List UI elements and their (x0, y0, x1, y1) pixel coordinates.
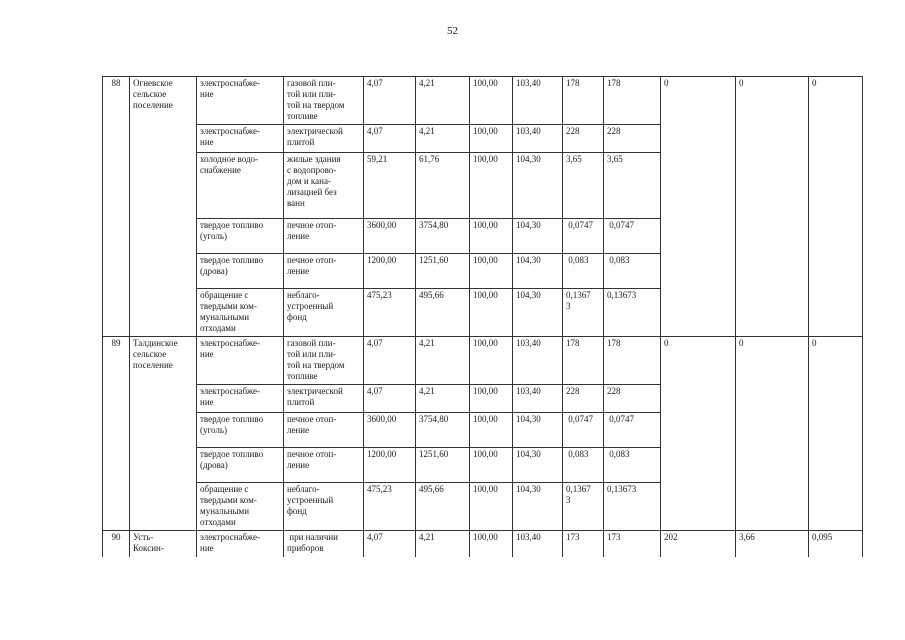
row-number-cell: 88 (103, 77, 130, 337)
percent-1-cell: 100,00 (470, 337, 513, 385)
norm-1-cell: 178 (563, 77, 604, 125)
consumer-type-cell: неблаго- устроенный фонд (284, 289, 364, 337)
service-cell: холодное водо- снабжение (197, 153, 284, 219)
extra-2-cell: 0 (736, 77, 809, 337)
service-cell: электроснабже- ние (197, 125, 284, 153)
consumer-type-cell: электрической плитой (284, 125, 364, 153)
norm-1-cell: 228 (563, 385, 604, 413)
norm-2-cell: 0,13673 (604, 289, 661, 337)
value-2-cell: 495,66 (416, 483, 470, 531)
service-cell: твердое топливо (уголь) (197, 219, 284, 254)
value-1-cell: 4,07 (364, 337, 416, 385)
value-2-cell: 495,66 (416, 289, 470, 337)
service-cell: обращение с твердыми ком- мунальными отходами (197, 483, 284, 531)
row-number-cell: 89 (103, 337, 130, 531)
service-cell: электроснабже- ние (197, 77, 284, 125)
value-2-cell: 4,21 (416, 531, 470, 557)
percent-2-cell: 103,40 (513, 337, 563, 385)
norm-1-cell: 0,1367 3 (563, 289, 604, 337)
table-row (103, 531, 863, 557)
extra-3-cell: 0 (809, 77, 863, 337)
consumer-type-cell: электрической плитой (284, 385, 364, 413)
norm-2-cell: 0,13673 (604, 483, 661, 531)
extra-3-cell: 0 (809, 337, 863, 531)
percent-2-cell: 104,30 (513, 413, 563, 448)
norm-2-cell: 228 (604, 385, 661, 413)
percent-2-cell: 104,30 (513, 254, 563, 289)
value-2-cell: 4,21 (416, 337, 470, 385)
value-1-cell: 475,23 (364, 289, 416, 337)
norm-2-cell: 0,0747 (604, 413, 661, 448)
consumer-type-cell: газовой пли- той или пли- той на твердом топливе (284, 337, 364, 385)
value-1-cell: 1200,00 (364, 254, 416, 289)
norm-1-cell: 173 (563, 531, 604, 557)
extra-2-cell: 0 (736, 337, 809, 531)
consumer-type-cell: неблаго- устроенный фонд (284, 483, 364, 531)
percent-2-cell: 104,30 (513, 153, 563, 219)
consumer-type-cell: газовой пли- той или пли- той на твердом топливе (284, 77, 364, 125)
service-cell: электроснабже- ние (197, 337, 284, 385)
percent-1-cell: 100,00 (470, 254, 513, 289)
norm-1-cell: 228 (563, 125, 604, 153)
norm-1-cell: 0,0747 (563, 413, 604, 448)
value-2-cell: 61,76 (416, 153, 470, 219)
norm-2-cell: 3,65 (604, 153, 661, 219)
service-cell: твердое топливо (дрова) (197, 254, 284, 289)
percent-2-cell: 103,40 (513, 531, 563, 557)
percent-1-cell: 100,00 (470, 531, 513, 557)
norm-2-cell: 178 (604, 337, 661, 385)
value-2-cell: 1251,60 (416, 448, 470, 483)
percent-1-cell: 100,00 (470, 153, 513, 219)
norm-2-cell: 228 (604, 125, 661, 153)
value-2-cell: 1251,60 (416, 254, 470, 289)
page-number: 52 (447, 25, 458, 37)
norm-1-cell: 0,0747 (563, 219, 604, 254)
norm-2-cell: 0,083 (604, 448, 661, 483)
norm-1-cell: 0,083 (563, 254, 604, 289)
percent-2-cell: 103,40 (513, 385, 563, 413)
service-cell: твердое топливо (дрова) (197, 448, 284, 483)
row-number-cell: 90 (103, 531, 130, 557)
norm-1-cell: 3,65 (563, 153, 604, 219)
value-2-cell: 4,21 (416, 77, 470, 125)
norm-2-cell: 0,083 (604, 254, 661, 289)
value-2-cell: 4,21 (416, 125, 470, 153)
percent-2-cell: 104,30 (513, 483, 563, 531)
percent-1-cell: 100,00 (470, 413, 513, 448)
table-row (103, 77, 863, 125)
consumer-type-cell: при наличии приборов (284, 531, 364, 557)
consumer-type-cell: жилые здания с водопрово- дом и кана- лизацией без ванн (284, 153, 364, 219)
norm-2-cell: 178 (604, 77, 661, 125)
table-row (103, 337, 863, 385)
extra-1-cell: 202 (661, 531, 736, 557)
percent-2-cell: 103,40 (513, 125, 563, 153)
percent-1-cell: 100,00 (470, 219, 513, 254)
extra-3-cell: 0,095 (809, 531, 863, 557)
extra-1-cell: 0 (661, 77, 736, 337)
service-cell: твердое топливо (уголь) (197, 413, 284, 448)
service-cell: электроснабже- ние (197, 385, 284, 413)
value-1-cell: 475,23 (364, 483, 416, 531)
service-cell: обращение с твердыми ком- мунальными отходами (197, 289, 284, 337)
value-1-cell: 4,07 (364, 125, 416, 153)
norm-1-cell: 0,083 (563, 448, 604, 483)
percent-1-cell: 100,00 (470, 77, 513, 125)
value-1-cell: 4,07 (364, 531, 416, 557)
value-2-cell: 3754,80 (416, 219, 470, 254)
percent-1-cell: 100,00 (470, 289, 513, 337)
value-2-cell: 3754,80 (416, 413, 470, 448)
locality-cell: Огневское сельское поселение (130, 77, 197, 337)
extra-2-cell: 3,66 (736, 531, 809, 557)
value-1-cell: 4,07 (364, 385, 416, 413)
percent-1-cell: 100,00 (470, 448, 513, 483)
percent-2-cell: 104,30 (513, 448, 563, 483)
consumer-type-cell: печное отоп- ление (284, 254, 364, 289)
value-1-cell: 3600,00 (364, 219, 416, 254)
norm-1-cell: 0,1367 3 (563, 483, 604, 531)
value-2-cell: 4,21 (416, 385, 470, 413)
percent-1-cell: 100,00 (470, 385, 513, 413)
percent-1-cell: 100,00 (470, 125, 513, 153)
norm-1-cell: 178 (563, 337, 604, 385)
service-cell: электроснабже- ние (197, 531, 284, 557)
extra-1-cell: 0 (661, 337, 736, 531)
locality-cell: Талдинское сельское поселение (130, 337, 197, 531)
consumer-type-cell: печное отоп- ление (284, 413, 364, 448)
value-1-cell: 3600,00 (364, 413, 416, 448)
value-1-cell: 1200,00 (364, 448, 416, 483)
percent-2-cell: 103,40 (513, 77, 563, 125)
value-1-cell: 4,07 (364, 77, 416, 125)
consumer-type-cell: печное отоп- ление (284, 448, 364, 483)
locality-cell: Усть- Коксин- (130, 531, 197, 557)
percent-1-cell: 100,00 (470, 483, 513, 531)
tariff-table (102, 76, 863, 557)
value-1-cell: 59,21 (364, 153, 416, 219)
percent-2-cell: 104,30 (513, 289, 563, 337)
norm-2-cell: 173 (604, 531, 661, 557)
consumer-type-cell: печное отоп- ление (284, 219, 364, 254)
norm-2-cell: 0,0747 (604, 219, 661, 254)
percent-2-cell: 104,30 (513, 219, 563, 254)
